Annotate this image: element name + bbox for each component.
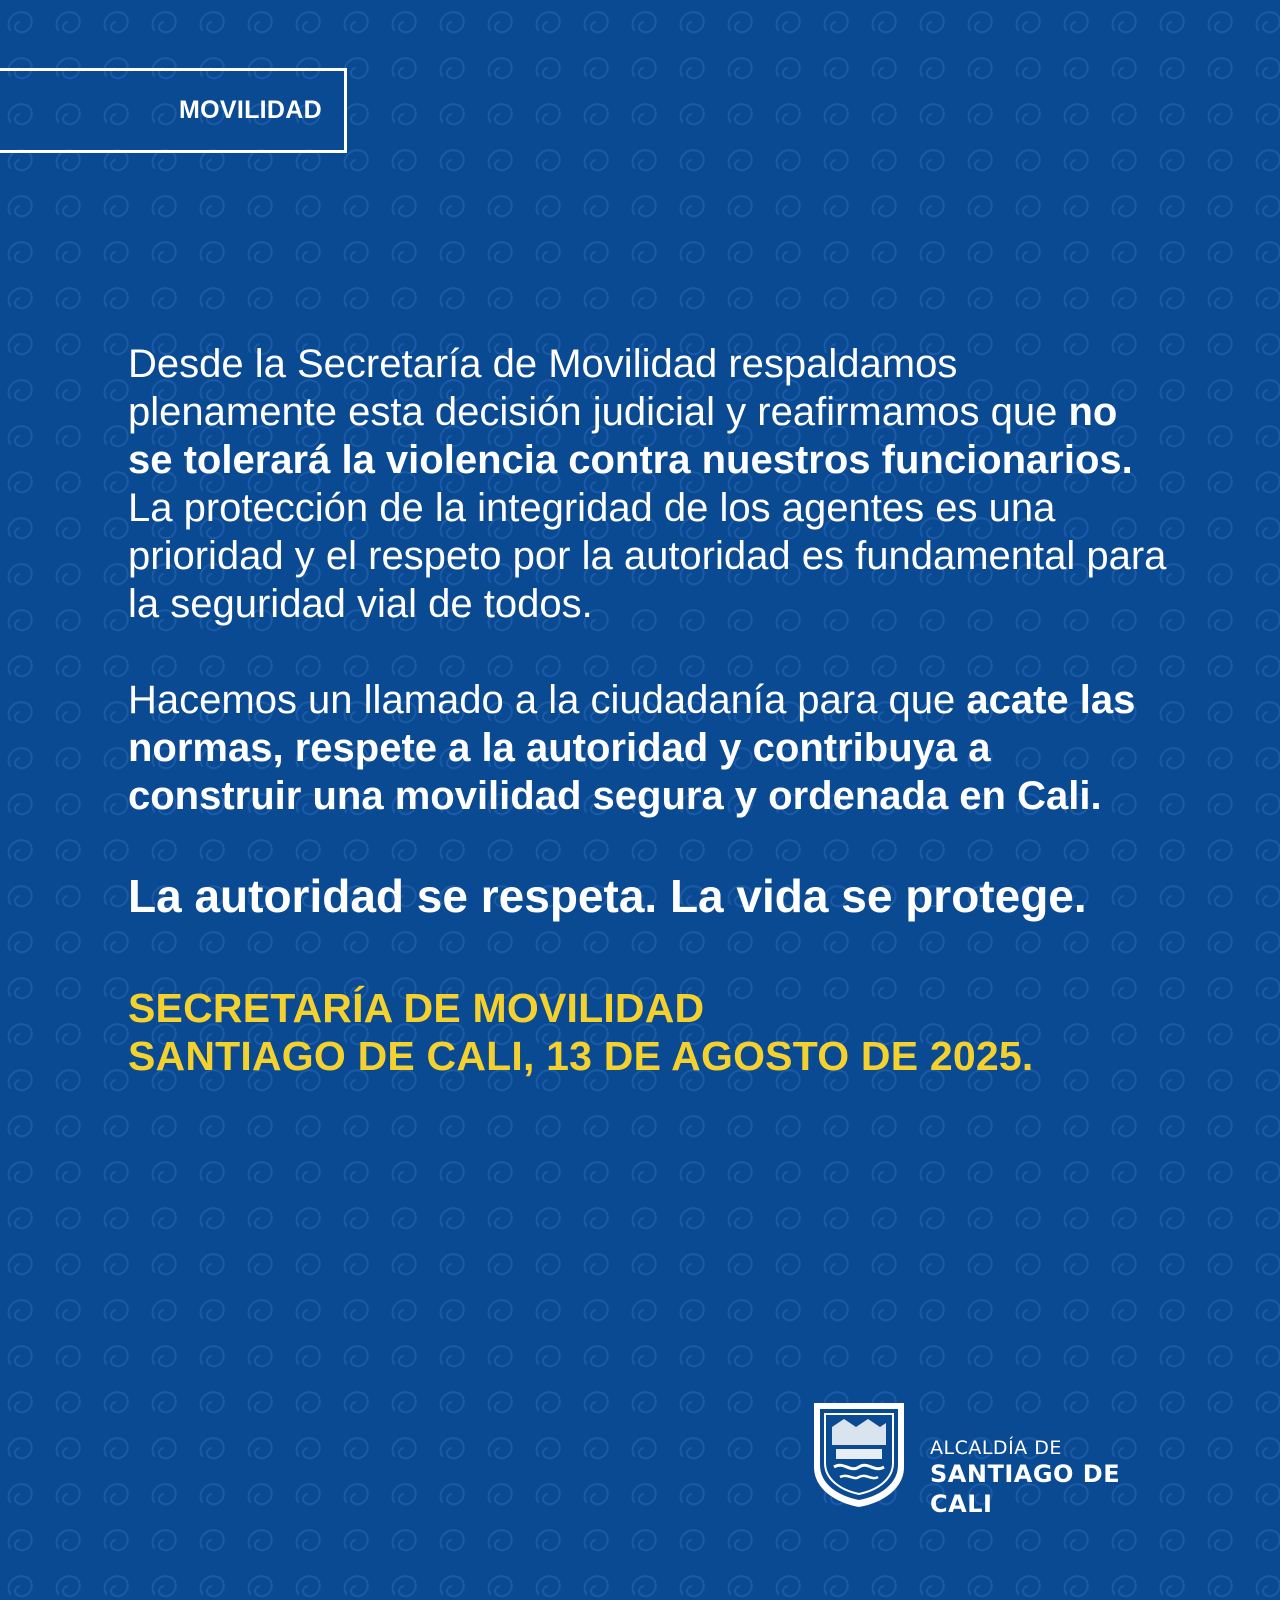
paragraph-support-emphasis: no se tolerará la violencia contra nuestros funcionarios.	[128, 390, 1133, 482]
paragraph-support-text-2: La protección de la integridad de los agentes es una prioridad y el respeto por la autoridad es fundamental para la seguridad vial de todos.	[128, 486, 1167, 626]
statement-body	[128, 340, 1168, 1080]
signature-line-date: SANTIAGO DE CALI, 13 DE AGOSTO DE 2025.	[128, 1033, 1034, 1079]
paragraph-support	[128, 340, 1168, 628]
logo-line-city: SANTIAGO DE CALI	[930, 1460, 1121, 1518]
alcaldia-logo	[810, 1397, 1190, 1518]
paragraph-support-text-1: Desde la Secretaría de Movilidad respaldamos plenamente esta decisión judicial y reafirmamos que	[128, 342, 1069, 434]
logo-text	[930, 1437, 1190, 1519]
category-tag-label: MOVILIDAD	[179, 96, 322, 124]
signature-block	[128, 984, 1168, 1080]
slogan: La autoridad se respeta. La vida se protege.	[128, 870, 1087, 922]
signature-line-office: SECRETARÍA DE MOVILIDAD	[128, 985, 705, 1031]
paragraph-call-to-action	[128, 676, 1168, 820]
category-tag	[0, 68, 347, 153]
logo-line-alcaldia: ALCALDÍA DE	[930, 1437, 1062, 1459]
paragraph-call-text: Hacemos un llamado a la ciudadanía para que	[128, 678, 967, 722]
paragraph-call-emphasis: acate las normas, respete a la autoridad y contribuya a construir una movilidad segura y ordenada en Cali.	[128, 678, 1136, 818]
coat-of-arms-icon	[810, 1397, 908, 1509]
